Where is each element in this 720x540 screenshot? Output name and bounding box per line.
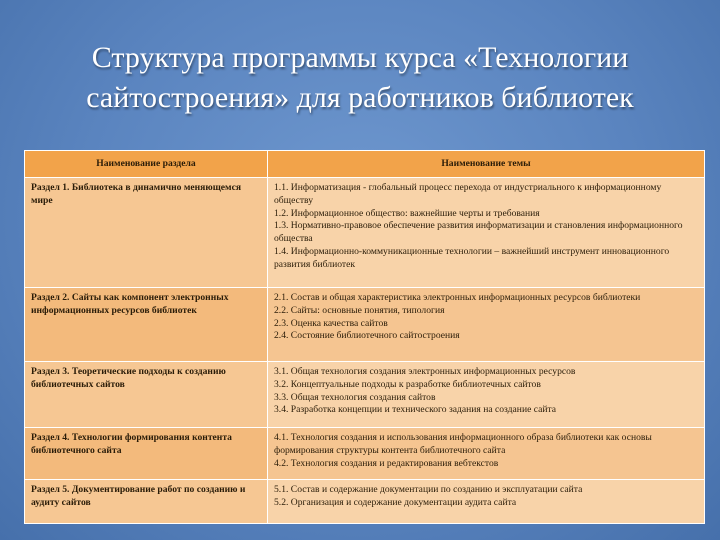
table-row bbox=[25, 362, 705, 428]
topic-item: 4.1. Технология создания и использования информационного образа библиотеки как основы формирования структуры контента библиотечного сайта bbox=[274, 432, 652, 456]
topic-item: 2.3. Оценка качества сайтов bbox=[274, 317, 388, 329]
topics-cell bbox=[268, 428, 705, 480]
topics-cell bbox=[268, 178, 705, 288]
topic-item: 3.1. Общая технология создания электронных информационных ресурсов bbox=[274, 366, 576, 377]
topic-item: 1.3. Нормативно-правовое обеспечение развития информатизации и становления информационного общества bbox=[274, 220, 683, 245]
topic-item: 1.4. Информационно-коммуникационные технологии – важнейший инструмент инновационного развития библиотек bbox=[274, 245, 670, 270]
topics-cell bbox=[268, 288, 705, 362]
course-structure-table bbox=[24, 150, 705, 524]
table-row bbox=[25, 480, 705, 524]
topics-cell bbox=[268, 480, 705, 524]
topic-item: 3.2. Концептуальные подходы к разработке библиотечных сайтов bbox=[274, 378, 541, 390]
topic-item: 2.1. Состав и общая характеристика электронных информационных ресурсов библиотеки bbox=[274, 292, 641, 303]
topic-item: 3.3. Общая технология создания сайтов bbox=[274, 391, 436, 403]
topic-item: 5.2. Организация и содержание документации аудита сайта bbox=[274, 496, 517, 508]
section-cell: Раздел 1. Библиотека в динамично меняющемся мире bbox=[25, 178, 268, 288]
topic-item: 1.1. Информатизация - глобальный процесс перехода от индустриального к информационному обществу bbox=[274, 182, 662, 206]
header-topic-name: Наименование темы bbox=[268, 151, 705, 178]
section-cell: Раздел 5. Документирование работ по созданию и аудиту сайтов bbox=[25, 480, 268, 524]
header-section-name: Наименование раздела bbox=[25, 151, 268, 178]
slide-title bbox=[20, 38, 700, 118]
topic-item: 2.4. Состояние библиотечного сайтостроения bbox=[274, 330, 460, 342]
section-cell: Раздел 4. Технологии формирования контента библиотечного сайта bbox=[25, 428, 268, 480]
table-row bbox=[25, 178, 705, 288]
section-cell: Раздел 2. Сайты как компонент электронных информационных ресурсов библиотек bbox=[25, 288, 268, 362]
section-cell: Раздел 3. Теоретические подходы к созданию библиотечных сайтов bbox=[25, 362, 268, 428]
table-header-row bbox=[25, 151, 705, 178]
table-row bbox=[25, 288, 705, 362]
table-row bbox=[25, 428, 705, 480]
slide-title-line-1: Структура программы курса «Технологии bbox=[91, 41, 629, 74]
slide-title-line-2: сайтостроения» для работников библиотек bbox=[86, 81, 634, 114]
topics-cell bbox=[268, 362, 705, 428]
topic-item: 3.4. Разработка концепции и технического задания на создание сайта bbox=[274, 404, 557, 416]
topic-item: 2.2. Сайты: основные понятия, типология bbox=[274, 304, 445, 316]
topic-item: 5.1. Состав и содержание документации по созданию и эксплуатации сайта bbox=[274, 484, 583, 495]
topic-item: 4.2. Технология создания и редактирования вебтекстов bbox=[274, 457, 499, 469]
topic-item: 1.2. Информационное общество: важнейшие черты и требования bbox=[274, 207, 540, 219]
